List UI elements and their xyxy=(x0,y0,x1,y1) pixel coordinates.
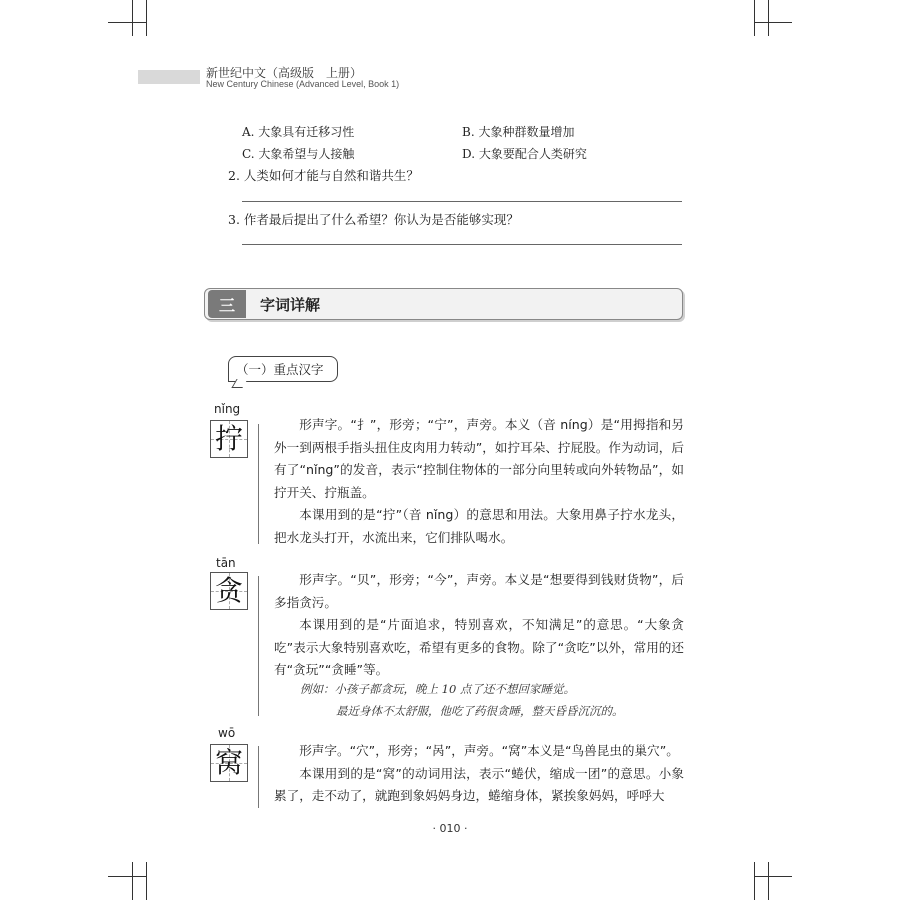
crop-mark xyxy=(108,22,146,23)
pinyin-label: tān xyxy=(216,556,236,570)
option-c: C. 大象希望与人接触 xyxy=(242,147,355,161)
option-d: D. 大象要配合人类研究 xyxy=(462,147,587,161)
header-bar xyxy=(138,70,200,84)
entry-divider xyxy=(258,576,259,716)
crop-mark xyxy=(754,862,755,900)
crop-mark xyxy=(754,0,755,36)
paragraph: 形声字。“贝”，形旁；“今”，声旁。本义是“想要得到钱财货物”，后多指贪污。 xyxy=(274,572,684,610)
character-box xyxy=(210,744,248,782)
pinyin-label: wō xyxy=(218,726,236,740)
answer-line xyxy=(242,201,682,202)
character: 拧 xyxy=(214,422,243,455)
book-subtitle: New Century Chinese (Advanced Level, Book 1) xyxy=(206,79,400,89)
example-sentence: 例如：小孩子都贪玩，晚上 10 点了还不想回家睡觉。 xyxy=(300,682,575,696)
character: 窝 xyxy=(214,746,243,779)
option-b: B. 大象种群数量增加 xyxy=(462,125,575,139)
option-a: A. 大象具有迁移习性 xyxy=(242,125,355,139)
character-box xyxy=(210,420,248,458)
paragraph: 形声字。“扌”，形旁；“宁”，声旁。本义（音 níng）是“用拇指和另外一到两根手指头扭住皮肉用力转动”，如拧耳朵、拧屁股。作为动词，后有了“nǐng”的发音，表示“控制住物体的一部分向里转或向外转物品”，如拧开关、拧瓶盖。 xyxy=(274,417,684,500)
answer-line xyxy=(242,244,682,245)
entry-divider xyxy=(258,746,259,808)
subsection-title: （一）重点汉字 xyxy=(236,362,324,377)
section-number: 三 xyxy=(208,290,246,318)
crop-mark xyxy=(132,862,133,900)
question-3: 3. 作者最后提出了什么希望？你认为是否能够实现？ xyxy=(228,212,519,227)
section-title: 字词详解 xyxy=(260,296,321,314)
crop-mark xyxy=(108,876,146,877)
entry-divider xyxy=(258,424,259,544)
paragraph: 本课用到的是“拧”（音 nǐng）的意思和用法。大象用鼻子拧水龙头，把水龙头打开，水流出来，它们排队喝水。 xyxy=(274,507,684,545)
page-number: · 010 · xyxy=(432,822,468,835)
entry-text xyxy=(274,740,684,808)
crop-mark xyxy=(146,0,147,36)
paragraph: 形声字。“穴”，形旁；“呙”，声旁。“窝”本义是“鸟兽昆虫的巢穴”。 xyxy=(299,743,679,758)
crop-mark xyxy=(132,0,133,36)
crop-mark xyxy=(146,862,147,900)
paragraph: 本课用到的是“窝”的动词用法，表示“蜷伏，缩成一团”的意思。小象累了，走不动了，就跑到象妈妈身边，蜷缩身体，紧挨象妈妈，呼呼大 xyxy=(274,765,684,804)
crop-mark xyxy=(754,876,792,877)
crop-mark xyxy=(768,0,769,36)
question-2: 2. 人类如何才能与自然和谐共生？ xyxy=(228,168,419,183)
character-box xyxy=(210,572,248,610)
crop-mark xyxy=(754,22,792,23)
entry-text xyxy=(274,414,684,550)
crop-mark xyxy=(768,862,769,900)
character: 贪 xyxy=(214,574,243,607)
book-title: 新世纪中文（高级版 上册） xyxy=(206,66,363,80)
entry-text xyxy=(274,569,684,682)
paragraph: 本课用到的是“片面追求，特别喜欢，不知满足”的意思。“大象贪吃”表示大象特别喜欢吃，希望有更多的食物。除了“贪吃”以外，常用的还有“贪玩”“贪睡”等。 xyxy=(274,617,684,678)
pinyin-label: nǐng xyxy=(214,402,241,416)
example-sentence: 最近身体不太舒服，他吃了药很贪睡，整天昏昏沉沉的。 xyxy=(336,704,624,718)
